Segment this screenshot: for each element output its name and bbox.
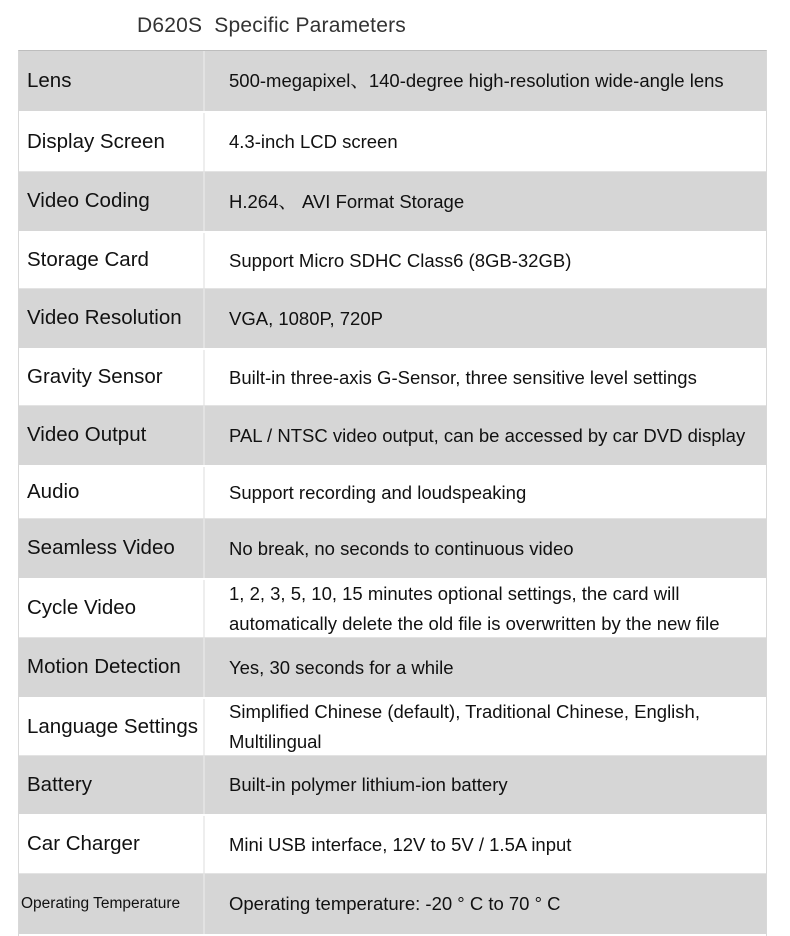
param-value: 1, 2, 3, 5, 10, 15 minutes optional settings, the card will automatically delete the old file is overwritten by the new file bbox=[229, 582, 720, 634]
spec-table bbox=[18, 50, 767, 936]
param-name: Audio bbox=[19, 467, 205, 518]
param-value: Operating temperature: -20 ° C to 70 ° C bbox=[229, 893, 561, 914]
table-row-audio bbox=[19, 467, 766, 519]
param-name: Cycle Video bbox=[19, 580, 205, 637]
param-value: Built-in polymer lithium-ion battery bbox=[229, 774, 508, 795]
param-value: Support recording and loudspeaking bbox=[229, 481, 527, 503]
param-name: Video Output bbox=[19, 406, 205, 465]
param-name: Gravity Sensor bbox=[19, 350, 205, 405]
param-name: Car Charger bbox=[19, 816, 205, 873]
table-row-storage-card bbox=[19, 233, 766, 289]
param-value: 500-megapixel、140-degree high-resolution wide-angle lens bbox=[229, 70, 724, 91]
param-name: Lens bbox=[19, 51, 205, 111]
param-value: PAL / NTSC video output, can be accessed by car DVD display bbox=[229, 424, 746, 446]
param-name: Video Coding bbox=[19, 172, 205, 231]
table-row-cycle-video bbox=[19, 580, 766, 638]
table-row-display-screen bbox=[19, 113, 766, 172]
table-row-operating-temperature bbox=[19, 874, 766, 936]
param-name: Display Screen bbox=[19, 113, 205, 171]
param-name: Seamless Video bbox=[19, 519, 205, 578]
param-value: Simplified Chinese (default), Traditional Chinese, English, Multilingual bbox=[229, 701, 700, 752]
param-value: H.264、 AVI Format Storage bbox=[229, 190, 465, 212]
table-row-battery bbox=[19, 756, 766, 816]
table-row-car-charger bbox=[19, 816, 766, 874]
param-value: 4.3-inch LCD screen bbox=[229, 131, 398, 152]
param-value: Yes, 30 seconds for a while bbox=[229, 656, 454, 678]
param-value: No break, no seconds to continuous video bbox=[229, 537, 574, 559]
table-row-lens bbox=[19, 51, 766, 113]
param-name: Operating Temperature bbox=[19, 874, 205, 934]
param-name: Language Settings bbox=[19, 699, 205, 755]
param-value: Mini USB interface, 12V to 5V / 1.5A input bbox=[229, 833, 572, 855]
param-name: Battery bbox=[19, 756, 205, 814]
table-row-language-settings bbox=[19, 699, 766, 756]
param-value: Support Micro SDHC Class6 (8GB-32GB) bbox=[229, 249, 572, 271]
page-title: D620S Specific Parameters bbox=[137, 14, 406, 37]
param-value: VGA, 1080P, 720P bbox=[229, 307, 383, 329]
table-row-motion-detection bbox=[19, 638, 766, 699]
param-value: Built-in three-axis G-Sensor, three sensitive level settings bbox=[229, 366, 697, 388]
table-row-seamless-video bbox=[19, 519, 766, 580]
param-name: Video Resolution bbox=[19, 289, 205, 348]
param-name: Motion Detection bbox=[19, 638, 205, 697]
table-row-video-resolution bbox=[19, 289, 766, 350]
table-row-video-coding bbox=[19, 172, 766, 233]
param-name: Storage Card bbox=[19, 233, 205, 288]
table-row-gravity-sensor bbox=[19, 350, 766, 406]
table-row-video-output bbox=[19, 406, 766, 467]
